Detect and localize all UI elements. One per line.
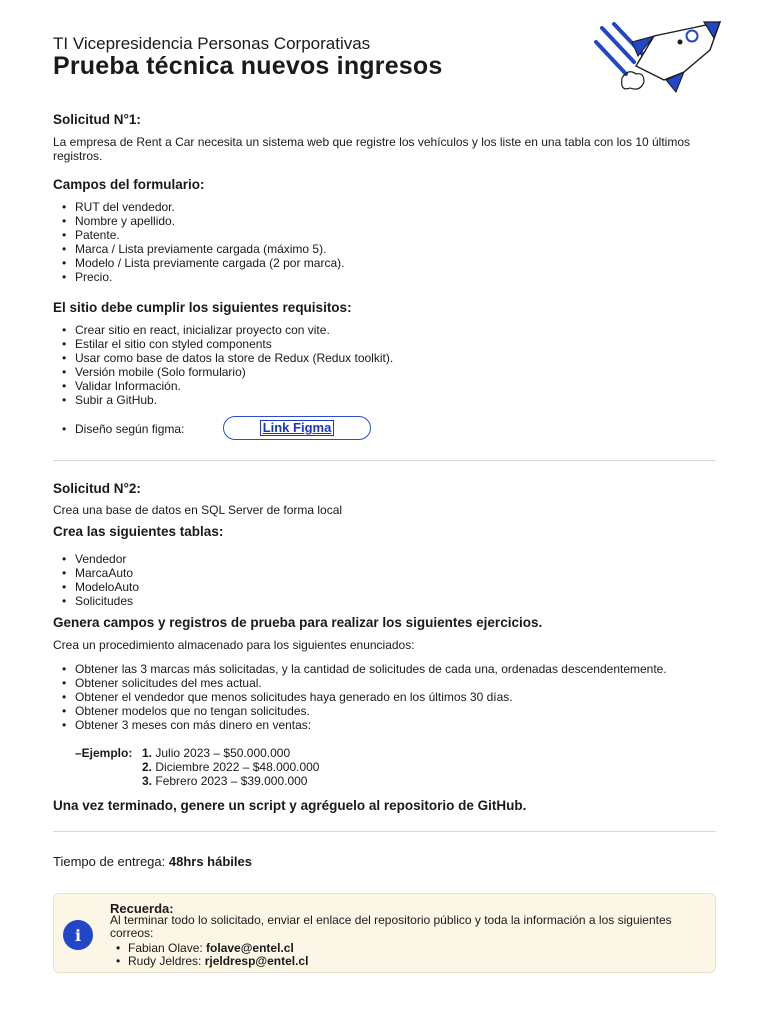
- list-item: • RUT del vendedor.: [53, 200, 713, 214]
- document-page: TI Vicepresidencia Personas Corporativas Prueba técnica nuevos ingresos Solicitud N°1: La empresa de Rent a Car necesita un sistema web que registre los vehículos y los liste en una tabla con los 10 últimos registros. Campos del formulario: • RUT del vendedor. • Nombre y apellido. • Patente. • Marca / Lista previamente cargada (máximo 5). • Modelo / Lista previamente cargada (2 por marca). • Precio. El sitio debe cumplir los siguientes requisitos: • Crear sitio en react, inicializar proyecto con vite. • Estilar el sitio con styled components • Usar como base de datos la store de Redux (Redux toolkit). • Versión mobile (Solo formulario) • Validar Información. • Subir a GitHub. • Diseño según figma: Link Figma Solicitud N°2: Crea una base de datos en SQL Server de forma local Crea las siguientes tablas: • Vendedor • MarcaAuto • ModeloAuto • Solicitudes Genera campos y registros de prueba para realizar los siguientes ejercicios. Crea un procedimiento almacenado para los siguientes enunciados: • Obtener las 3 marcas más solicitadas, y la cantidad de solicitudes de cada una, ordenadas descendentemente. • Obtener solicitudes del mes actual. • Obtener el vendedor que menos solicitudes haya generado en los últimos 30 días. • Obtener modelos que no tengan solicitudes. • Obtener 3 meses con más dinero en ventas: –Ejemplo: 1. Julio 2023 – $50.000.000 2. Diciembre 2022 – $48.000.000 3. Febrero 2023 – $39.000.000 Una vez terminado, genere un script y agréguelo al repositorio de GitHub. Tiempo de entrega: 48hrs hábiles i Recuerda: Al terminar todo lo solicitado, enviar el enlace del repositorio público y toda la información a los siguientes correos: • Fabian Olave: folave@entel.cl • Rudy Jeldres: rjeldresp@entel.cl: [0, 0, 768, 1024]
- rocket-illustration: [592, 16, 724, 98]
- contact-email[interactable]: folave@entel.cl: [206, 941, 294, 955]
- list-item: • MarcaAuto: [53, 566, 713, 580]
- figma-link[interactable]: Link Figma: [262, 420, 332, 435]
- design-label: Diseño según figma:: [75, 422, 185, 436]
- contact-email[interactable]: rjeldresp@entel.cl: [204, 954, 309, 968]
- figma-link-button[interactable]: [223, 416, 371, 440]
- page-subtitle: TI Vicepresidencia Personas Corporativas: [53, 34, 371, 53]
- list-item: • Obtener modelos que no tengan solicitudes.: [53, 704, 713, 718]
- request-2-description: Crea una base de datos en SQL Server de forma local: [53, 503, 343, 517]
- divider: [53, 460, 716, 461]
- example-item: 1. Julio 2023 – $50.000.000: [142, 746, 291, 760]
- list-item: • Nombre y apellido.: [53, 214, 713, 228]
- reminder-box: [53, 893, 716, 973]
- list-item: • Obtener las 3 marcas más solicitadas, y la cantidad de solicitudes de cada una, ordenadas descendentemente.: [53, 662, 713, 676]
- list-item: • Obtener 3 meses con más dinero en ventas:: [53, 718, 713, 732]
- list-item: • Modelo / Lista previamente cargada (2 por marca).: [53, 256, 713, 270]
- list-item: • ModeloAuto: [53, 580, 713, 594]
- list-item: • Versión mobile (Solo formulario): [53, 365, 713, 379]
- form-fields-heading: Campos del formulario:: [53, 177, 205, 192]
- delivery-value: 48hrs hábiles: [168, 854, 252, 869]
- list-item: • Vendedor: [53, 552, 713, 566]
- example-label: –Ejemplo:: [75, 746, 133, 760]
- list-item: • Estilar el sitio con styled components: [53, 337, 713, 351]
- contact-list: [110, 942, 308, 968]
- delivery-label: Tiempo de entrega:: [53, 854, 169, 869]
- list-item: • Precio.: [53, 270, 713, 284]
- tables-list: [53, 552, 713, 608]
- request-1-description: La empresa de Rent a Car necesita un sistema web que registre los vehículos y los liste en una tabla con los 10 últimos registros.: [53, 135, 691, 163]
- form-fields-list: [53, 200, 713, 284]
- exercises-heading: Genera campos y registros de prueba para realizar los siguientes ejercicios.: [53, 615, 543, 630]
- example-item: 2. Diciembre 2022 – $48.000.000: [142, 760, 320, 774]
- procedure-intro: Crea un procedimiento almacenado para los siguientes enunciados:: [53, 638, 415, 652]
- reminder-title: Recuerda:: [110, 901, 174, 916]
- divider: [53, 831, 716, 832]
- info-icon: i: [63, 920, 93, 950]
- list-item: • Patente.: [53, 228, 713, 242]
- request-1-heading: Solicitud N°1:: [53, 112, 141, 127]
- list-item: • Solicitudes: [53, 594, 713, 608]
- closing-instruction: Una vez terminado, genere un script y agréguelo al repositorio de GitHub.: [53, 798, 527, 813]
- requirements-heading: El sitio debe cumplir los siguientes requisitos:: [53, 300, 352, 315]
- procedures-list: [53, 662, 713, 732]
- list-item: • Crear sitio en react, inicializar proyecto con vite.: [53, 323, 713, 337]
- delivery-time: [53, 854, 252, 869]
- list-item: • Obtener el vendedor que menos solicitudes haya generado en los últimos 30 días.: [53, 690, 713, 704]
- list-item: • Subir a GitHub.: [53, 393, 713, 407]
- list-item: • Marca / Lista previamente cargada (máximo 5).: [53, 242, 713, 256]
- example-item: 3. Febrero 2023 – $39.000.000: [142, 774, 308, 788]
- requirements-list: [53, 323, 713, 407]
- request-2-heading: Solicitud N°2:: [53, 481, 141, 496]
- tables-heading: Crea las siguientes tablas:: [53, 524, 224, 539]
- contact-item: • Fabian Olave: folave@entel.cl: [110, 942, 308, 955]
- list-item: • Validar Información.: [53, 379, 713, 393]
- reminder-text: Al terminar todo lo solicitado, enviar el enlace del repositorio público y toda la información a los siguientes correos:: [110, 913, 672, 940]
- list-item: • Obtener solicitudes del mes actual.: [53, 676, 713, 690]
- list-item: • Usar como base de datos la store de Redux (Redux toolkit).: [53, 351, 713, 365]
- page-title: Prueba técnica nuevos ingresos: [53, 52, 443, 80]
- contact-item: • Rudy Jeldres: rjeldresp@entel.cl: [110, 955, 308, 968]
